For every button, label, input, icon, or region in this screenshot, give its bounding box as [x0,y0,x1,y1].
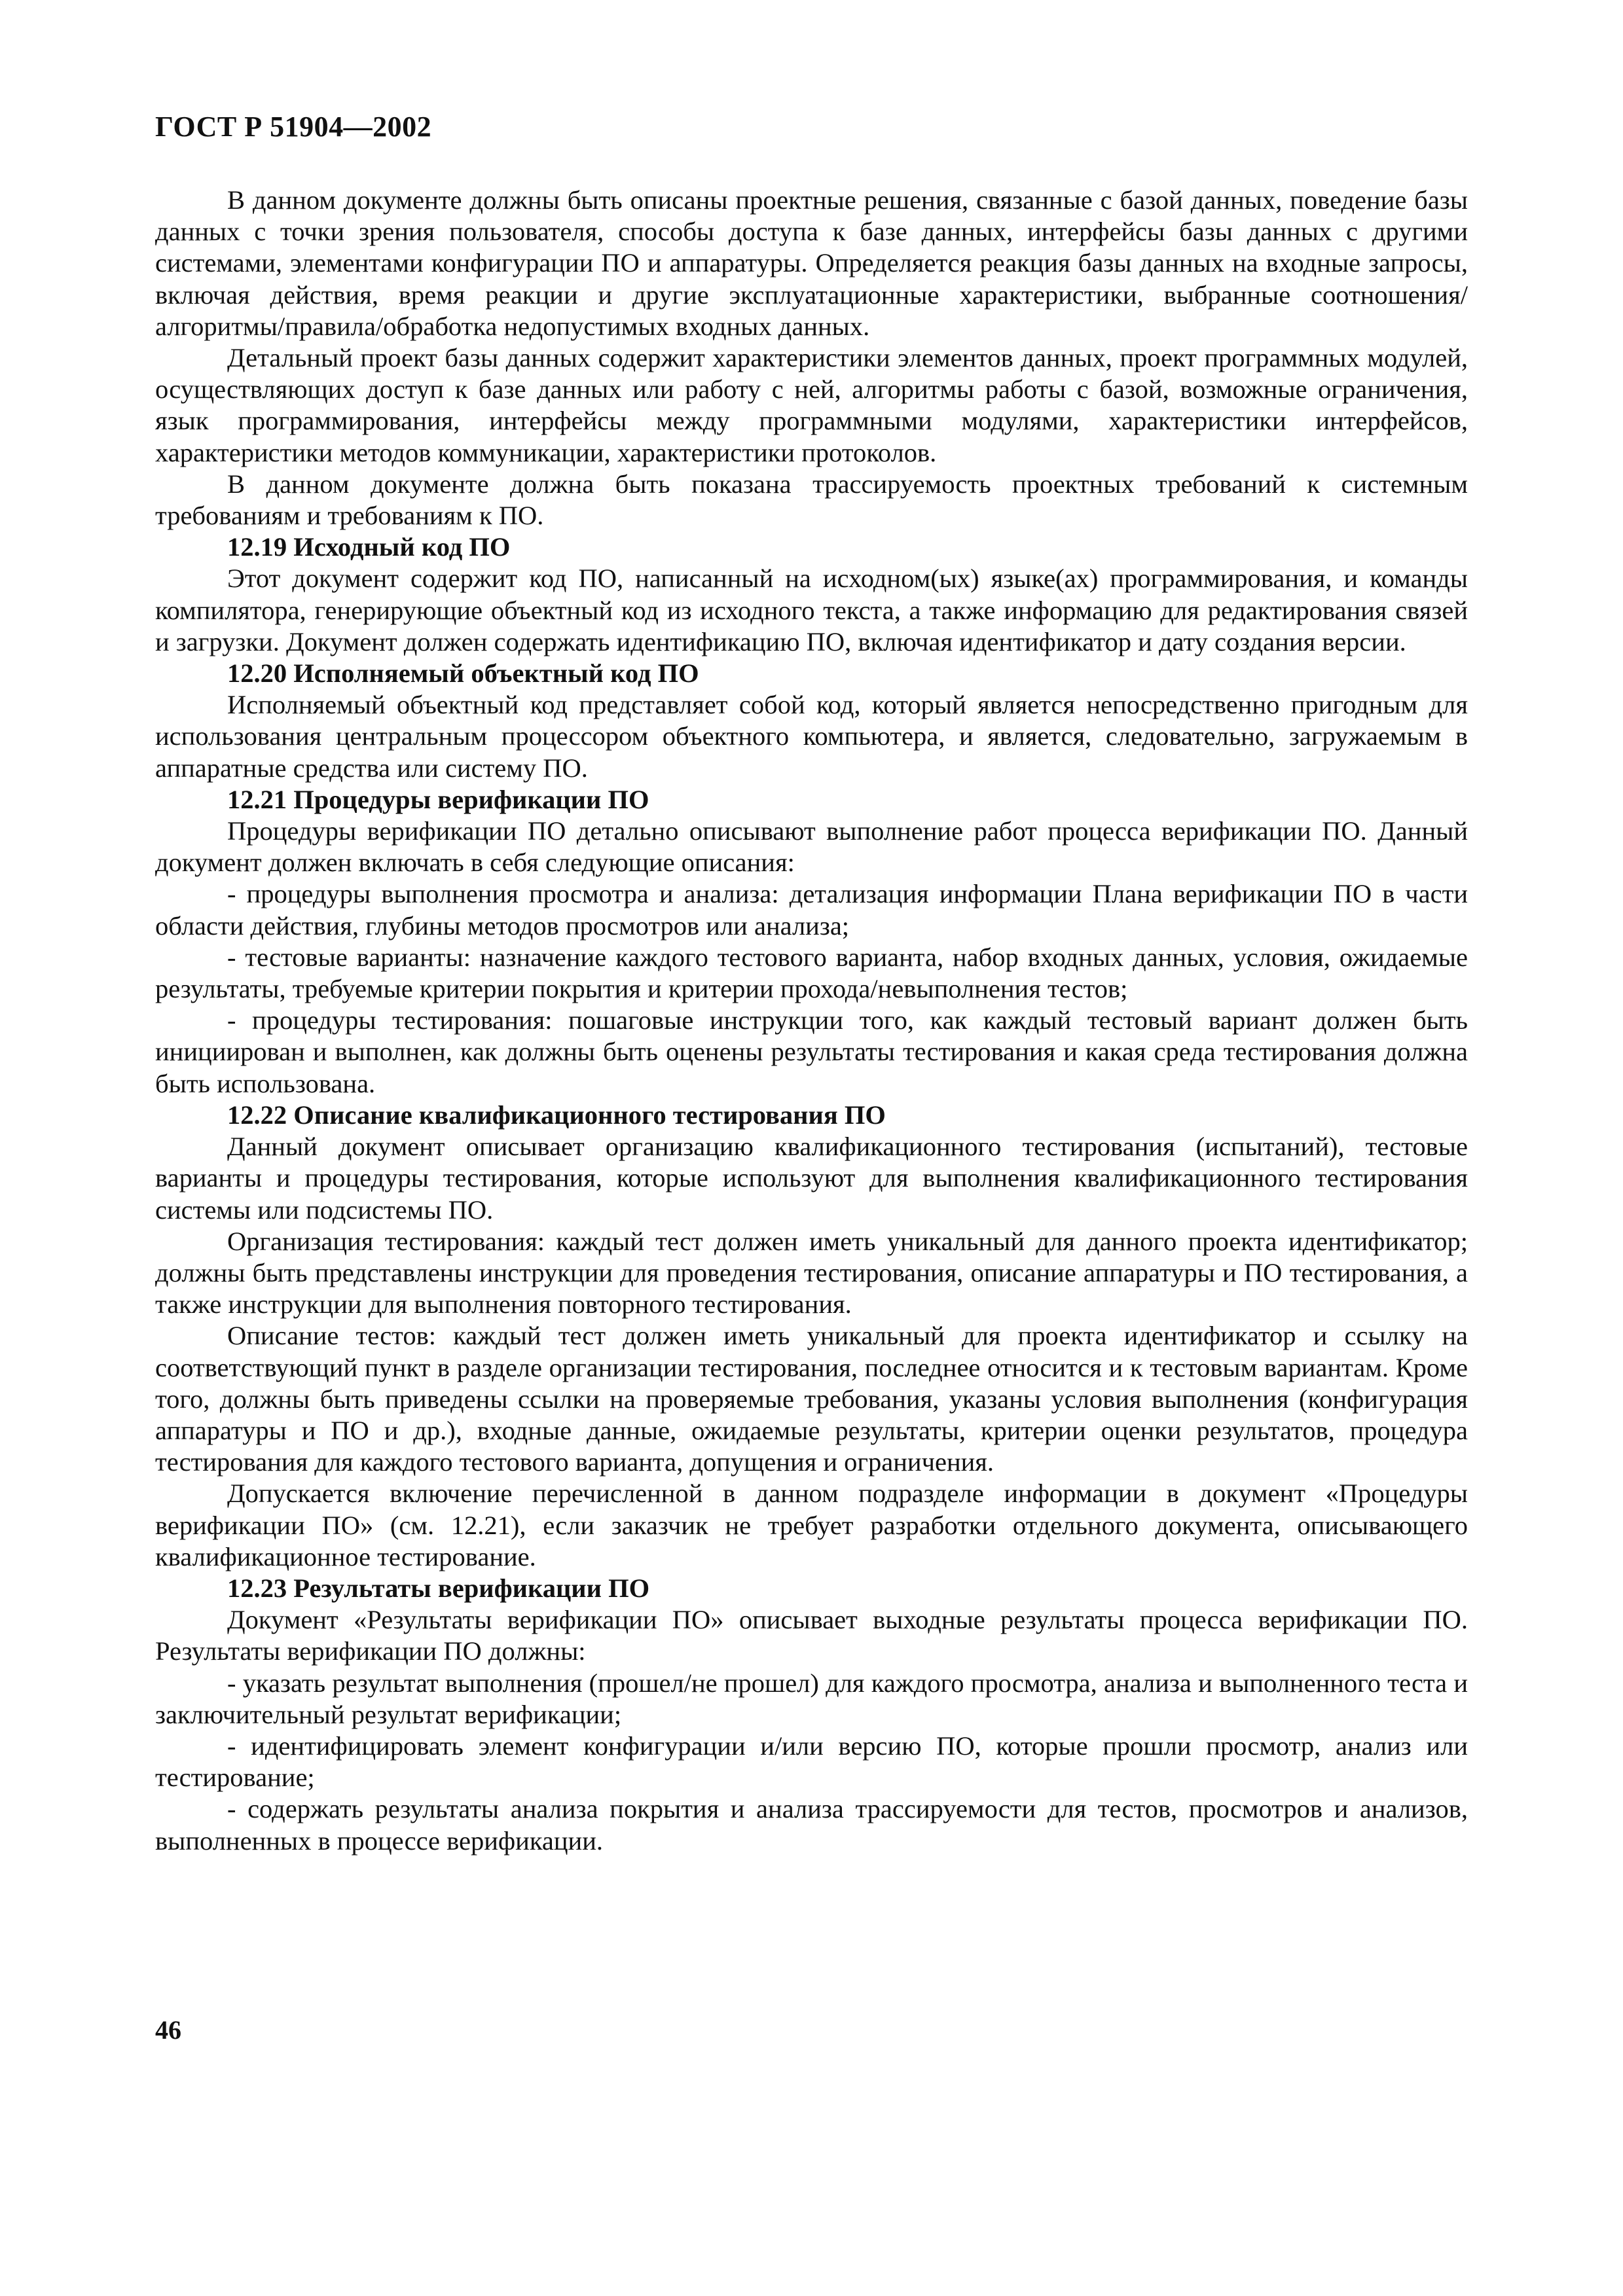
paragraph: Описание тестов: каждый тест должен иметь уникальный для проекта идентификатор и ссылку на соответствующий пункт в разделе организации тестирования, последнее относится и к тестовым вариантам. Кроме того, должны быть приведены ссылки на проверяемые требования, указаны условия выполнения (конфигурация аппаратуры и ПО и др.), входные данные, ожидаемые результаты, критерии оценки результатов, процедура тестирования для каждого тестового варианта, допущения и ограничения. [155,1321,1468,1477]
section-heading-12-23: 12.23 Результаты верификации ПО [227,1573,650,1603]
document-header: ГОСТ Р 51904—2002 [155,111,432,143]
paragraph: В данном документе должна быть показана трассируемость проектных требований к системным требованиям и требованиям к ПО. [155,469,1468,531]
paragraph: Допускается включение перечисленной в данном подразделе информации в документ «Процедуры верификации ПО» (см. 12.21), если заказчик не требует разработки отдельного документа, описывающего квалификационное тестирование. [155,1479,1468,1571]
list-item: - содержать результаты анализа покрытия и анализа трассируемости для тестов, просмотров и анализов, выполненных в процессе верификации. [155,1794,1468,1856]
list-item: - процедуры выполнения просмотра и анализа: детализация информации Плана верификации ПО в части области действия, глубины методов просмотров или анализа; [155,879,1468,941]
list-item: - идентифицировать элемент конфигурации и/или версию ПО, которые прошли просмотр, анализ или тестирование; [155,1731,1468,1793]
paragraph: Данный документ описывает организацию квалификационного тестирования (испытаний), тестовые варианты и процедуры тестирования, которые используют для выполнения квалификационного тестирования системы или подсистемы ПО. [155,1132,1468,1225]
paragraph: Детальный проект базы данных содержит характеристики элементов данных, проект программных модулей, осуществляющих доступ к базе данных или работу с ней, алгоритмы работы с базой, возможные ограничения, язык программирования, интерфейсы между программными модулями, характеристики интерфейсов, характеристики методов коммуникации, характеристики протоколов. [155,343,1468,467]
section-heading-12-21: 12.21 Процедуры верификации ПО [227,784,649,814]
section-heading-12-22: 12.22 Описание квалификационного тестирования ПО [227,1100,886,1130]
paragraph: Документ «Результаты верификации ПО» описывает выходные результаты процесса верификации ПО. Результаты верификации ПО должны: [155,1605,1468,1666]
section-heading-12-19: 12.19 Исходный код ПО [227,532,511,562]
list-item: - указать результат выполнения (прошел/не прошел) для каждого просмотра, анализа и выполненного теста и заключительный результат верификации; [155,1668,1468,1729]
paragraph: Организация тестирования: каждый тест должен иметь уникальный для данного проекта идентификатор; должны быть представлены инструкции для проведения тестирования, описание аппаратуры и ПО тестирования, а также инструкции для выполнения повторного тестирования. [155,1226,1468,1319]
list-item: - тестовые варианты: назначение каждого тестового варианта, набор входных данных, условия, ожидаемые результаты, требуемые критерии покрытия и критерии прохода/невыполнения тестов; [155,942,1468,1004]
list-item: - процедуры тестирования: пошаговые инструкции того, как каждый тестовый вариант должен быть инициирован и выполнен, как должны быть оценены результаты тестирования и какая среда тестирования должна быть использована. [155,1005,1468,1098]
section-heading-12-20: 12.20 Исполняемый объектный код ПО [227,658,699,689]
page-number: 46 [155,2015,181,2045]
paragraph: Процедуры верификации ПО детально описывают выполнение работ процесса верификации ПО. Данный документ должен включать в себя следующие описания: [155,816,1468,878]
paragraph: Этот документ содержит код ПО, написанный на исходном(ых) языке(ах) программирования, и команды компилятора, генерирующие объектный код из исходного текста, а также информацию для редактирования связей и загрузки. Документ должен содержать идентификацию ПО, включая идентификатор и дату создания версии. [155,564,1468,656]
paragraph: Исполняемый объектный код представляет собой код, который является непосредственно пригодным для использования центральным процессором объектного компьютера, и является, следовательно, загружаемым в аппаратные средства или систему ПО. [155,690,1468,783]
document-body [155,185,1468,1857]
paragraph: В данном документе должны быть описаны проектные решения, связанные с базой данных, поведение базы данных с точки зрения пользователя, способы доступа к базе данных, интерфейсы базы данных с другими системами, элементами конфигурации ПО и аппаратуры. Определяется реакция базы данных на входные запросы, включая действия, время реакции и другие эксплуатационные характеристики, выбранные соотношения/алгоритмы/правила/обработка недопустимых входных данных. [155,185,1468,341]
